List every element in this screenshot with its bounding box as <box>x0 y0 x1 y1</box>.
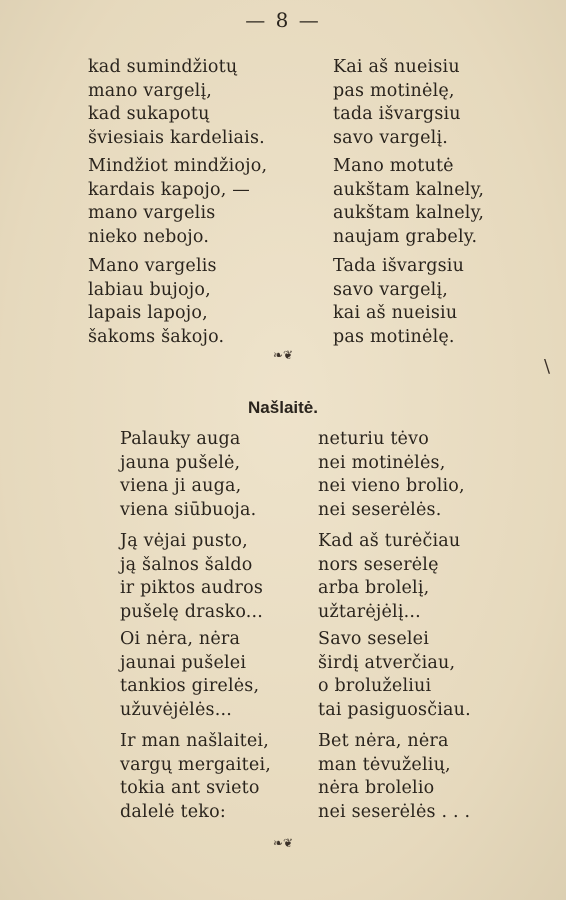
poem-line: nėra brolelio <box>318 778 435 798</box>
lower-right-stanza <box>318 530 460 624</box>
poem-line: viena siūbuoja. <box>120 499 257 520</box>
poem-line: nei seserėlės. <box>318 499 442 520</box>
poem-line: neturiu tėvo <box>318 429 429 449</box>
upper-left-stanza <box>88 255 224 349</box>
poem-line: viena ji auga, <box>120 476 242 496</box>
page-number: — 8 — <box>245 8 321 32</box>
poem-line: širdį atverčiau, <box>318 652 456 673</box>
poem-line: nei motinėlės, <box>318 452 446 473</box>
upper-right-stanza <box>333 155 484 249</box>
upper-left-stanza <box>88 155 267 249</box>
poem-line: kad sumindžiotų <box>88 57 238 77</box>
poem-line: vargų mergaitei, <box>120 754 272 775</box>
poem-line: Mindžiot mindžiojo, <box>88 156 268 176</box>
poem-line: kai aš nueisiu <box>333 303 458 323</box>
poem-line: Ir man našlaitei, <box>120 731 269 751</box>
poem-line: Bet nėra, nėra <box>318 731 449 751</box>
poem-line: pas motinėlę, <box>333 80 455 101</box>
poem-line: pas motinėlę. <box>333 326 455 347</box>
poem-line: tankios girelės, <box>120 676 260 696</box>
poem-line: užtarėjėlį... <box>318 601 421 622</box>
upper-right-stanza <box>333 56 461 150</box>
ornament-divider-top: ❧❦ <box>272 348 294 362</box>
poem-line: užuvėjėlės... <box>120 699 233 720</box>
poem-line: Palauky auga <box>120 429 241 449</box>
poem-line: ir piktos audros <box>120 578 264 598</box>
poem-line: tokia ant svieto <box>120 778 260 798</box>
poem-line: jauna pušelė, <box>120 452 241 473</box>
poem-line: Oi nėra, nėra <box>120 629 241 649</box>
upper-right-stanza <box>333 255 464 349</box>
poem-line: šakoms šakojo. <box>88 326 225 347</box>
poem-line: Ją vėjai pusto, <box>120 531 248 551</box>
poem-line: tada išvargsiu <box>333 104 461 124</box>
poem-line: mano vargelį, <box>88 80 212 101</box>
ornament-divider-bottom: ❧❦ <box>272 836 294 850</box>
poem-line: nei seserėlės . . . <box>318 801 471 822</box>
poem-line: mano vargelis <box>88 203 216 223</box>
lower-left-stanza <box>120 628 259 722</box>
poem-line: Kad aš turėčiau <box>318 531 461 551</box>
lower-right-stanza <box>318 730 470 824</box>
poem-line: aukštam kalnely, <box>333 179 485 200</box>
poem-line: šviesiais kardeliais. <box>88 127 265 148</box>
poem-line: Mano vargelis <box>88 256 217 276</box>
poem-line: man tėvuželių, <box>318 754 451 775</box>
lower-right-stanza <box>318 628 471 722</box>
poem-line: arba brolelį, <box>318 578 430 598</box>
poem-line: aukštam kalnely, <box>333 203 485 223</box>
poem-line: pušelę drasko... <box>120 601 264 622</box>
poem-line: o broluželiui <box>318 676 432 696</box>
poem-line: kad sukapotų <box>88 104 210 124</box>
lower-right-stanza <box>318 428 465 522</box>
poem-line: nors seserėlę <box>318 554 439 575</box>
poem-line: labiau bujojo, <box>88 279 211 300</box>
poem-line: savo vargelį, <box>333 279 448 300</box>
poem-line: kardais kapojo, — <box>88 179 250 200</box>
lower-left-stanza <box>120 530 263 624</box>
poem-line: Mano motutė <box>333 156 454 176</box>
poem-line: ją šalnos šaldo <box>120 554 253 575</box>
poem-title: Našlaitė. <box>248 398 318 417</box>
lower-left-stanza <box>120 730 271 824</box>
poem-line: Savo seselei <box>318 629 430 649</box>
stray-mark: \ <box>544 356 551 377</box>
poem-line: jaunai pušelei <box>120 652 247 673</box>
poem-line: dalelė teko: <box>120 801 226 822</box>
lower-left-stanza <box>120 428 256 522</box>
poem-line: tai pasiguosčiau. <box>318 699 471 720</box>
poem-line: savo vargelį. <box>333 127 448 148</box>
poem-line: lapais lapojo, <box>88 303 208 323</box>
poem-line: nieko nebojo. <box>88 226 210 247</box>
upper-left-stanza <box>88 56 265 150</box>
poem-line: Kai aš nueisiu <box>333 57 460 77</box>
poem-line: nei vieno brolio, <box>318 476 465 496</box>
poem-line: naujam grabely. <box>333 226 478 247</box>
poem-line: Tada išvargsiu <box>333 256 465 276</box>
